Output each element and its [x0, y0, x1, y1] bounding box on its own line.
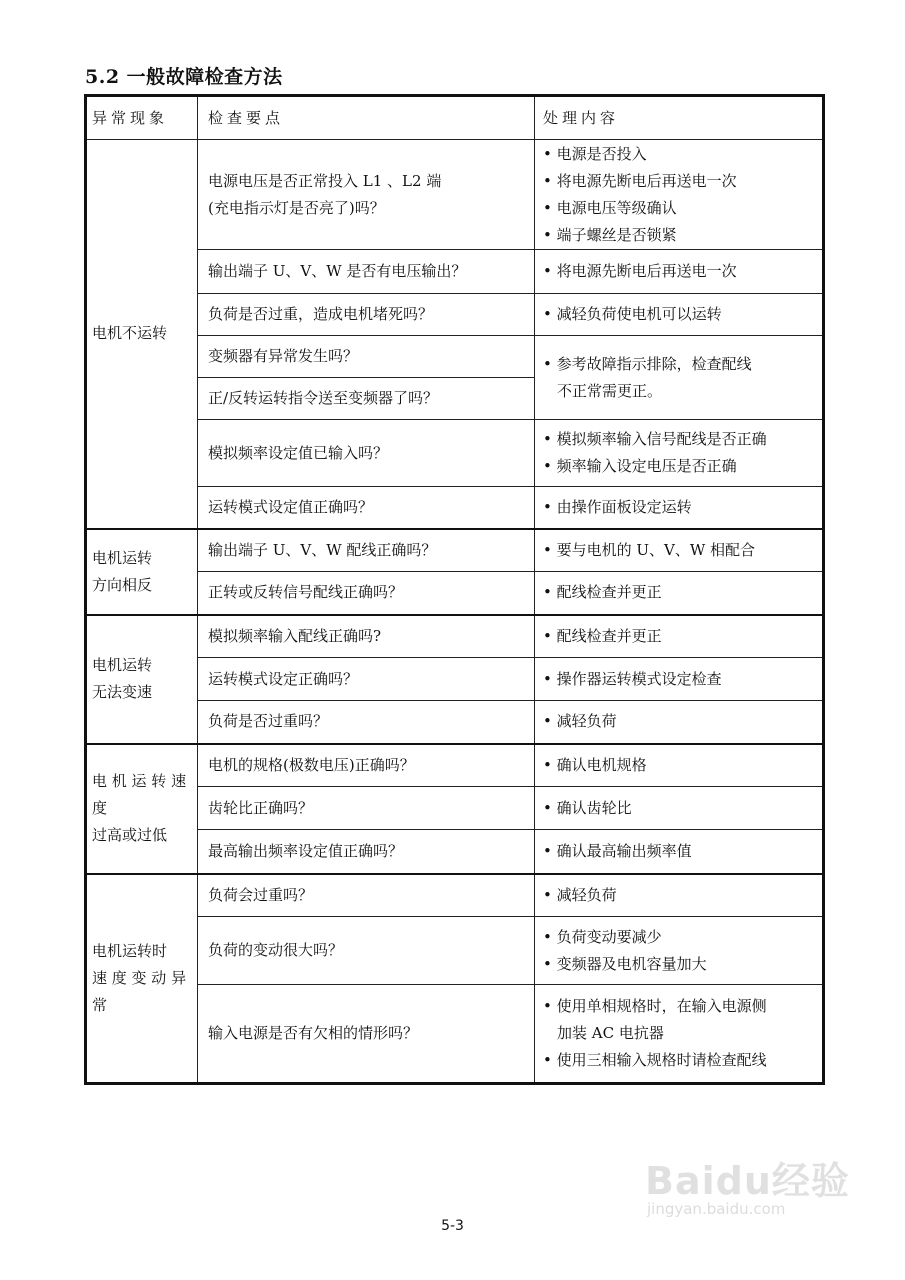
action-cell: • 操作器运转模式设定检查 — [535, 658, 824, 701]
action-cell: • 电源是否投入 • 将电源先断电后再送电一次 • 电源电压等级确认 • 端子螺丝是否锁紧 — [535, 140, 824, 250]
action-cell: • 减轻负荷 — [535, 701, 824, 744]
header-handling: 处理内容 — [535, 96, 824, 140]
watermark-url: jingyan.baidu.com — [647, 1200, 786, 1218]
table-row — [86, 615, 824, 658]
table-header-row — [86, 96, 824, 140]
action-cell: • 减轻负荷 — [535, 874, 824, 917]
action-cell: • 参考故障指示排除，检查配线 不正常需更正。 — [535, 336, 824, 420]
action-cell: • 模拟频率输入信号配线是否正确 • 频率输入设定电压是否正确 — [535, 420, 824, 487]
check-cell: 运转模式设定正确吗？ — [198, 658, 535, 701]
symptom-cell: 电机运转 无法变速 — [86, 615, 198, 744]
action-cell: • 由操作面板设定运转 — [535, 487, 824, 529]
check-cell: 负荷是否过重吗？ — [198, 701, 535, 744]
action-cell: • 使用单相规格时，在输入电源侧 加装 AC 电抗器 • 使用三相输入规格时请检查配线 — [535, 985, 824, 1084]
header-symptom: 异常现象 — [86, 96, 198, 140]
symptom-cell: 电机不运转 — [86, 140, 198, 529]
check-cell: 负荷是否过重，造成电机堵死吗？ — [198, 294, 535, 336]
symptom-cell: 电机运转 方向相反 — [86, 529, 198, 615]
watermark-logo-text: Baidu经验 — [645, 1159, 850, 1203]
action-cell: • 确认电机规格 — [535, 744, 824, 787]
action-cell: • 负荷变动要减少 • 变频器及电机容量加大 — [535, 917, 824, 985]
action-cell: • 确认最高输出频率值 — [535, 830, 824, 874]
check-cell: 输出端子 U、V、W 是否有电压输出？ — [198, 250, 535, 294]
symptom-cell: 电机运转时 速 度 变 动 异 常 — [86, 874, 198, 1084]
page-number: 5-3 — [441, 1218, 464, 1234]
action-cell: • 要与电机的 U、V、W 相配合 — [535, 529, 824, 572]
check-cell: 模拟频率输入配线正确吗? — [198, 615, 535, 658]
table-row — [86, 140, 824, 250]
symptom-cell: 电 机 运 转 速 度 过高或过低 — [86, 744, 198, 874]
check-cell: 正/反转运转指令送至变频器了吗？ — [198, 378, 535, 420]
check-cell: 负荷会过重吗？ — [198, 874, 535, 917]
table-row — [86, 874, 824, 917]
check-cell: 运转模式设定值正确吗？ — [198, 487, 535, 529]
check-cell: 齿轮比正确吗？ — [198, 787, 535, 830]
action-cell: • 确认齿轮比 — [535, 787, 824, 830]
check-cell: 模拟频率设定值已输入吗？ — [198, 420, 535, 487]
check-cell: 正转或反转信号配线正确吗？ — [198, 572, 535, 615]
action-cell: • 配线检查并更正 — [535, 572, 824, 615]
check-cell: 电源电压是否正常投入 L1 、L2 端 (充电指示灯是否亮了)吗？ — [198, 140, 535, 250]
check-cell: 最高输出频率设定值正确吗？ — [198, 830, 535, 874]
section-title: 5.2 一般故障检查方法 — [85, 66, 283, 88]
action-cell: • 将电源先断电后再送电一次 — [535, 250, 824, 294]
check-cell: 电机的规格(极数电压)正确吗？ — [198, 744, 535, 787]
table-row — [86, 529, 824, 572]
header-check-points: 检查要点 — [198, 96, 535, 140]
check-cell: 负荷的变动很大吗？ — [198, 917, 535, 985]
table-row — [86, 744, 824, 787]
check-cell: 变频器有异常发生吗？ — [198, 336, 535, 378]
troubleshooting-table — [84, 94, 825, 1085]
action-cell: • 配线检查并更正 — [535, 615, 824, 658]
check-cell: 输入电源是否有欠相的情形吗？ — [198, 985, 535, 1084]
check-cell: 输出端子 U、V、W 配线正确吗？ — [198, 529, 535, 572]
action-cell: • 减轻负荷使电机可以运转 — [535, 294, 824, 336]
